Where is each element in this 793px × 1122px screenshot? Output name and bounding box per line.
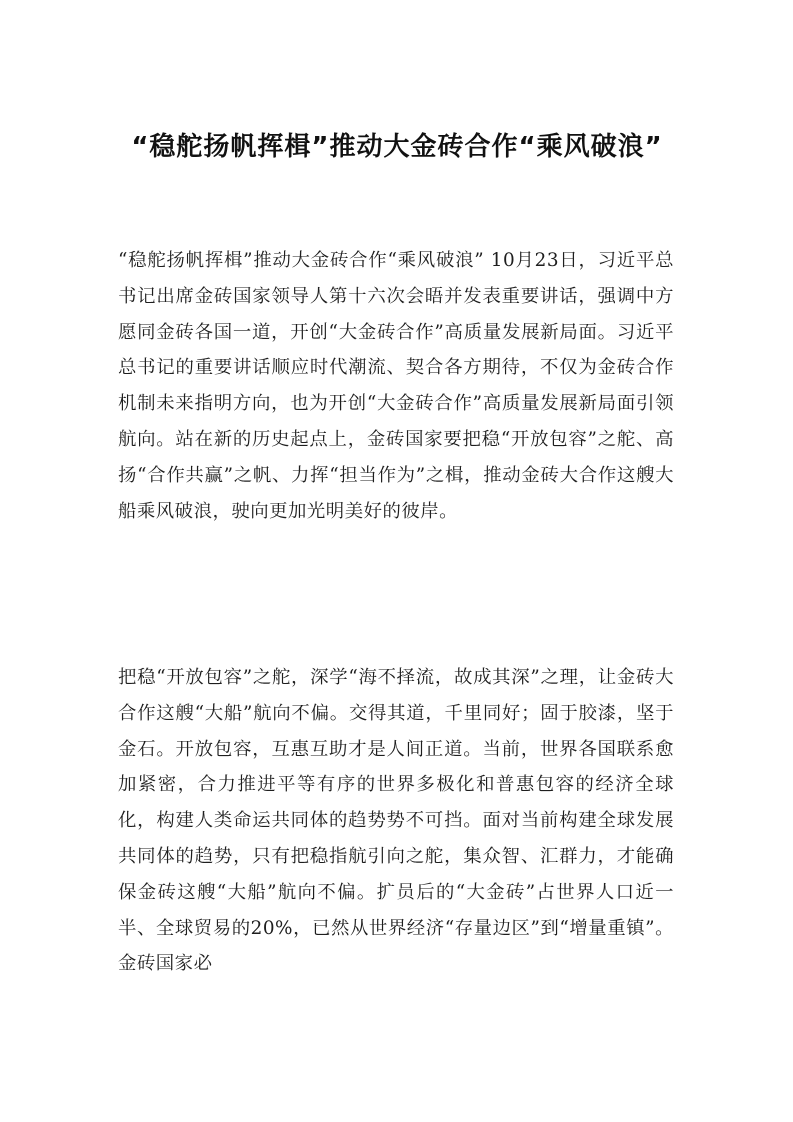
- paragraph-2: 把稳“开放包容”之舵，深学“海不择流，故成其深”之理，让金砖大合作这艘“大船”航向不偏。交得其道，千里同好；固于胶漆，坚于金石。开放包容，互惠互助才是人间正道。当前，世界各国联系愈加紧密，合力推进平等有序的世界多极化和普惠包容的经济全球化，构建人类命运共同体的趋势势不可挡。面对当前构建全球发展共同体的趋势，只有把稳指航引向之舵，集众智、汇群力，才能确保金砖这艘“大船”航向不偏。扩员后的“大金砖”占世界人口近一半、全球贸易的20%，已然从世界经济“存量边区”到“增量重镇”。金砖国家必: [118, 667, 674, 975]
- paragraph-1: “稳舵扬帆挥楫”推动大金砖合作“乘风破浪” 10月23日，习近平总书记出席金砖国家领导人第十六次会晤并发表重要讲话，强调中方愿同金砖各国一道，开创“大金砖合作”高质量发展新局面。习近平总书记的重要讲话顺应时代潮流、契合各方期待，不仅为金砖合作机制未来指明方向，也为开创“大金砖合作”高质量发展新局面引领航向。站在新的历史起点上，金砖国家要把稳“开放包容”之舵、高扬“合作共赢”之帆、力挥“担当作为”之楫，推动金砖大合作这艘大船乘风破浪，驶向更加光明美好的彼岸。: [118, 250, 674, 522]
- document-title: “稳舵扬帆挥楫”推动大金砖合作“乘风破浪”: [131, 132, 663, 162]
